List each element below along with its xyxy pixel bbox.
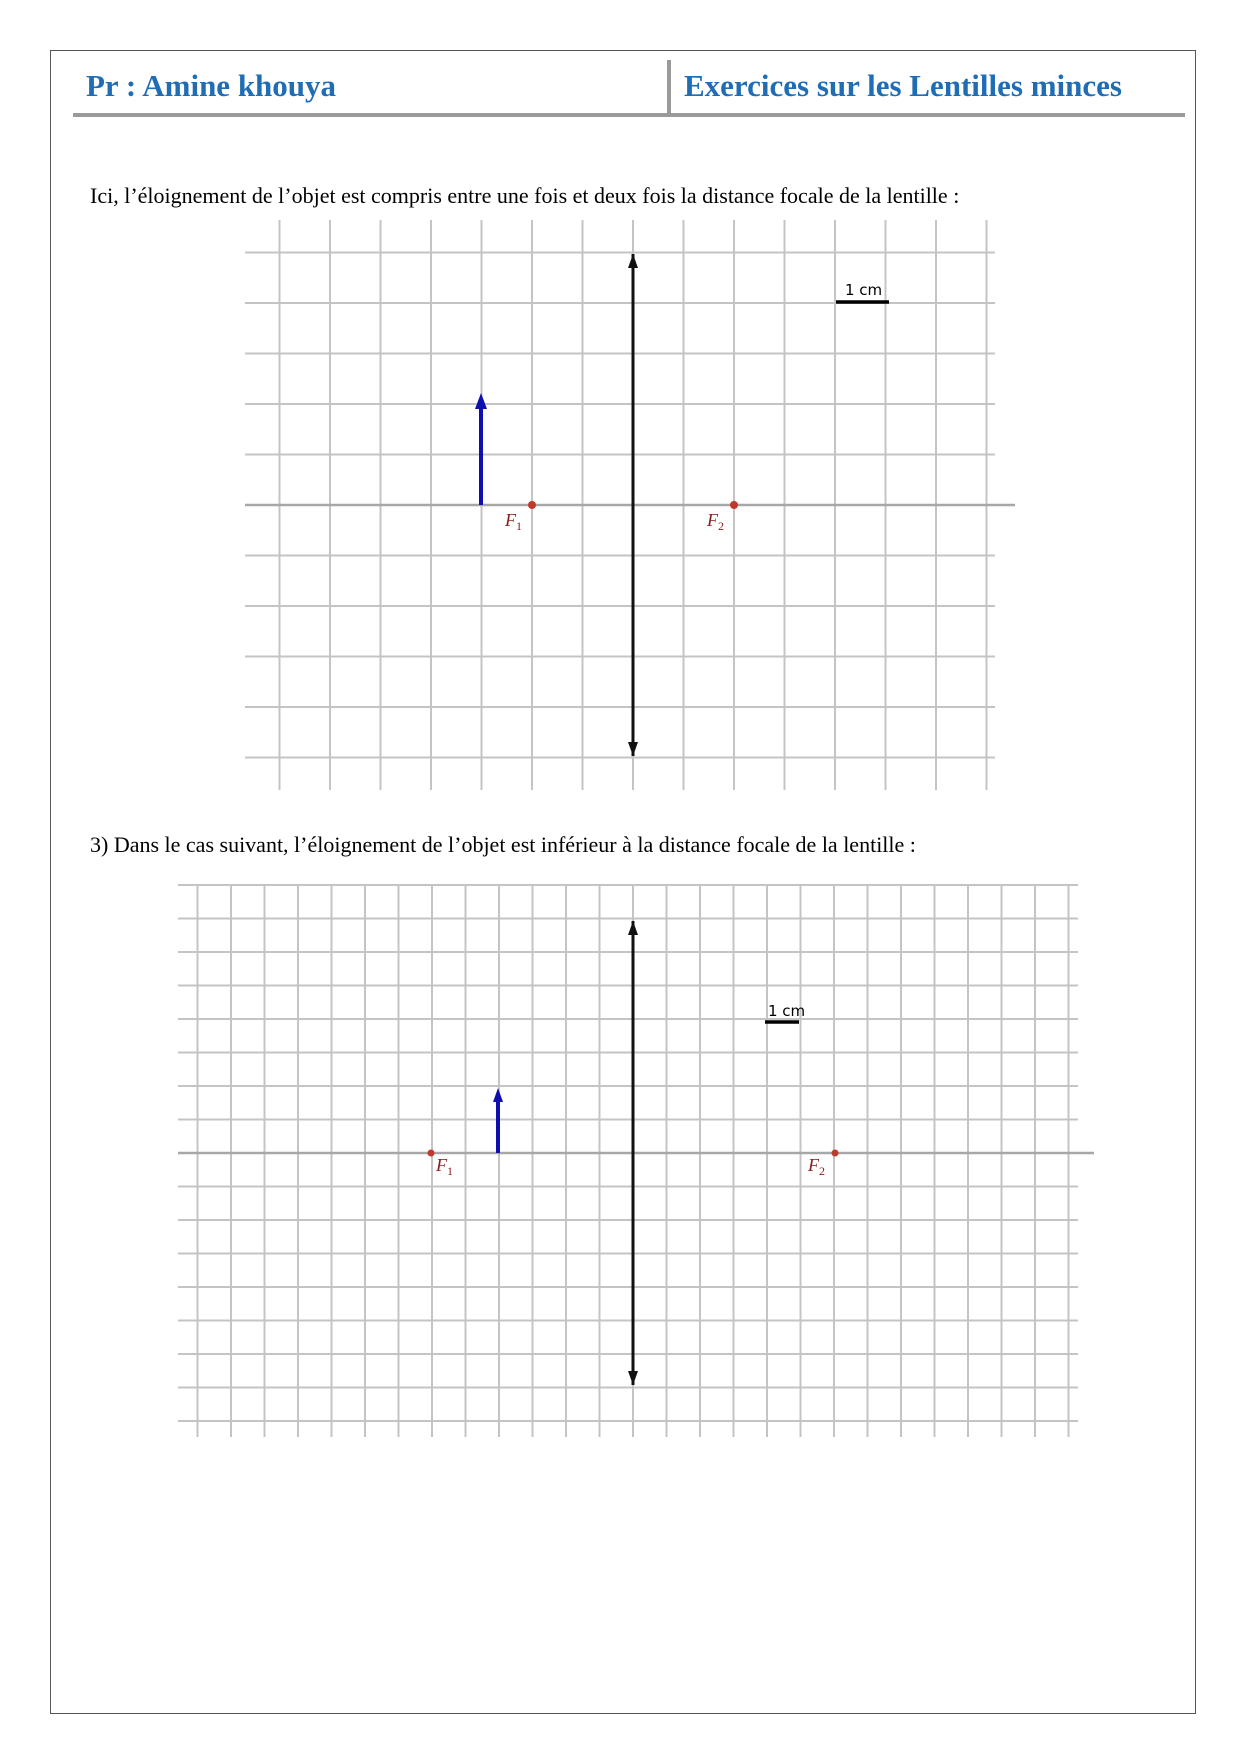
scale-label: 1 cm	[845, 281, 883, 299]
focal-label-f1: $F_1$	[505, 510, 522, 533]
lens-arrowhead-bottom	[628, 1371, 638, 1385]
focal-point-f1	[428, 1150, 435, 1157]
lens-arrowhead-bottom	[628, 742, 638, 756]
object-arrow	[475, 393, 487, 505]
author-header: Pr : Amine khouya	[86, 68, 337, 103]
exercise-paragraph-1: Ici, l’éloignement de l’objet est compris entre une fois et deux fois la distance focale de la lentille :	[90, 183, 960, 208]
grid	[178, 884, 1078, 1437]
focal-label-f2: $F_2$	[808, 1155, 825, 1178]
scale-indicator	[765, 1002, 805, 1022]
focal-point-f1	[528, 501, 536, 509]
lens-arrowhead-top	[628, 921, 638, 935]
lens-figure-1	[245, 220, 1015, 790]
document-title: Exercices sur les Lentilles minces	[684, 68, 1122, 103]
lens-figure-2	[178, 884, 1094, 1437]
focal-point-f2	[832, 1150, 839, 1157]
focal-point-f2	[730, 501, 738, 509]
scale-label: 1 cm	[768, 1002, 806, 1020]
scale-indicator	[836, 281, 889, 302]
focal-label-f2: $F_2$	[707, 510, 724, 533]
exercise-paragraph-2: 3) Dans le cas suivant, l’éloignement de l’objet est inférieur à la distance focale de la lentille :	[90, 832, 916, 857]
lens-arrowhead-top	[628, 254, 638, 268]
focal-label-f1: $F_1$	[436, 1155, 453, 1178]
header-divider	[667, 60, 671, 114]
header-rule	[73, 113, 1185, 117]
